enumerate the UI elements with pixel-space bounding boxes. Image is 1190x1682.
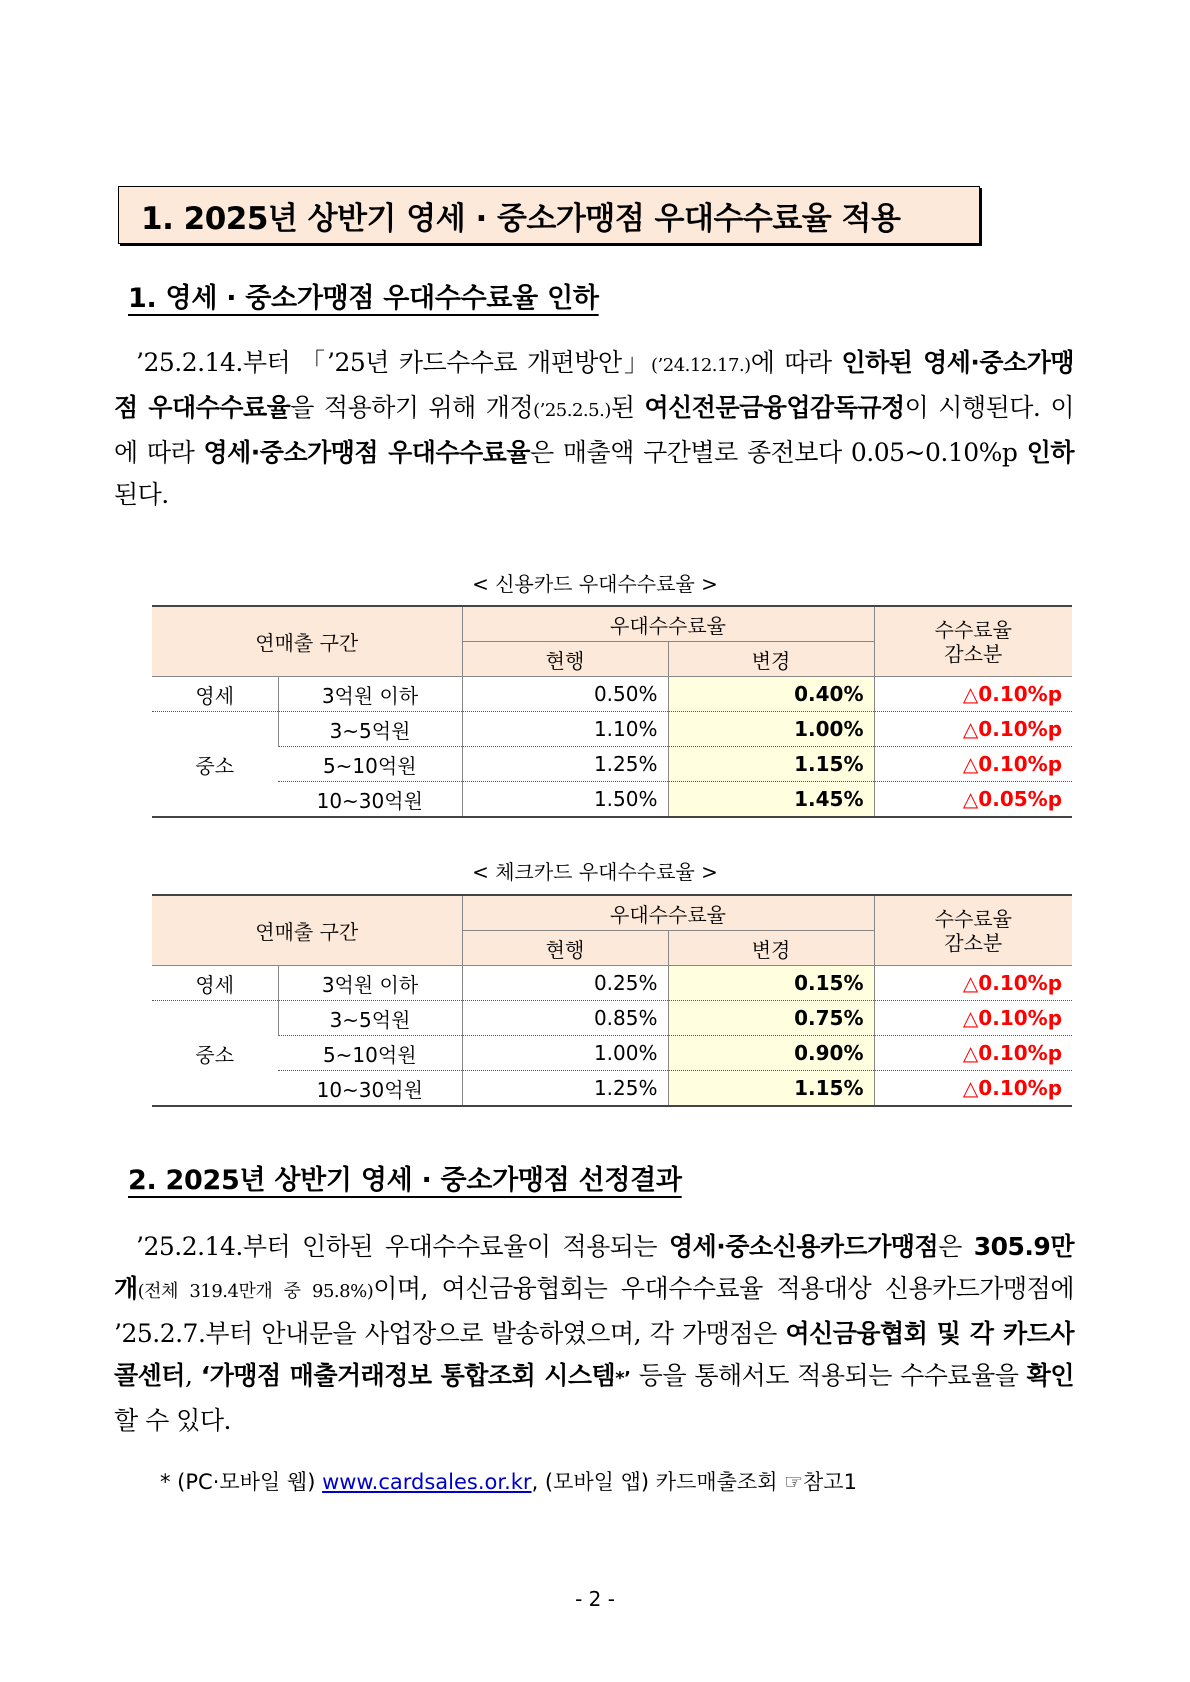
header-reduction: 수수료율 감소분 bbox=[874, 895, 1072, 966]
check-card-rate-table bbox=[152, 894, 1072, 1107]
table-row bbox=[152, 1001, 1072, 1036]
changed-rate-cell: 1.15% bbox=[668, 1071, 874, 1107]
header-sales-range: 연매출 구간 bbox=[152, 895, 462, 966]
header-changed: 변경 bbox=[668, 931, 874, 966]
current-rate-cell: 1.25% bbox=[462, 1071, 668, 1107]
reduction-cell: △0.10%p bbox=[874, 1071, 1072, 1107]
current-rate-cell: 1.10% bbox=[462, 712, 668, 747]
band-cell: 5~10억원 bbox=[278, 1036, 462, 1071]
current-rate-cell: 1.50% bbox=[462, 782, 668, 818]
changed-rate-cell: 1.15% bbox=[668, 747, 874, 782]
table-row bbox=[152, 747, 1072, 782]
band-cell: 3~5억원 bbox=[278, 712, 462, 747]
credit-table-caption: < 신용카드 우대수수료율 > bbox=[472, 572, 718, 596]
header-current: 현행 bbox=[462, 931, 668, 966]
reduction-cell: △0.05%p bbox=[874, 782, 1072, 818]
header-preferential-rate: 우대수수료율 bbox=[462, 606, 874, 642]
changed-rate-cell: 0.40% bbox=[668, 677, 874, 712]
table-row bbox=[152, 1036, 1072, 1071]
current-rate-cell: 1.25% bbox=[462, 747, 668, 782]
group-cell: 영세 bbox=[152, 677, 278, 712]
band-cell: 10~30억원 bbox=[278, 782, 462, 818]
table-row bbox=[152, 1071, 1072, 1107]
reduction-cell: △0.10%p bbox=[874, 747, 1072, 782]
band-cell: 10~30억원 bbox=[278, 1071, 462, 1107]
credit-card-rate-table bbox=[152, 605, 1072, 818]
reduction-cell: △0.10%p bbox=[874, 712, 1072, 747]
current-rate-cell: 0.50% bbox=[462, 677, 668, 712]
band-cell: 3~5억원 bbox=[278, 1001, 462, 1036]
group-cell: 영세 bbox=[152, 966, 278, 1001]
current-rate-cell: 1.00% bbox=[462, 1036, 668, 1071]
reduction-cell: △0.10%p bbox=[874, 1036, 1072, 1071]
band-cell: 5~10억원 bbox=[278, 747, 462, 782]
page-number: - 2 - bbox=[575, 1587, 615, 1611]
changed-rate-cell: 0.75% bbox=[668, 1001, 874, 1036]
header-current: 현행 bbox=[462, 642, 668, 677]
group-cell: 중소 bbox=[152, 712, 278, 818]
reduction-cell: △0.10%p bbox=[874, 677, 1072, 712]
changed-rate-cell: 0.90% bbox=[668, 1036, 874, 1071]
section-title-box bbox=[118, 186, 980, 244]
header-preferential-rate: 우대수수료율 bbox=[462, 895, 874, 931]
paragraph-2: ’25.2.14.부터 인하된 우대수수료율이 적용되는 영세·중소신용카드가맹점은 305.9만개(전체 319.4만개 중 95.8%)이며, 여신금융협회는 우대수수료율 적용대상 신용카드가맹점에 ’25.2.7.부터 안내문을 사업장으로 발송하였으며, 각 가맹점은 여신금융협회 및 각 카드사 콜센터, ‘가맹점 매출거래정보 통합조회 시스템*’ 등을 통해서도 적용되는 수수료율을 확인할 수 있다. bbox=[114, 1232, 1074, 1435]
header-reduction: 수수료율 감소분 bbox=[874, 606, 1072, 677]
group-cell: 중소 bbox=[152, 1001, 278, 1107]
table-row bbox=[152, 966, 1072, 1001]
cardsales-link[interactable]: www.cardsales.or.kr bbox=[322, 1470, 532, 1494]
current-rate-cell: 0.85% bbox=[462, 1001, 668, 1036]
header-changed: 변경 bbox=[668, 642, 874, 677]
paragraph-1: ’25.2.14.부터 「’25년 카드수수료 개편방안」(’24.12.17.)에 따라 인하된 영세·중소가맹점 우대수수료율을 적용하기 위해 개정(’25.2.5.)된 여신전문금융업감독규정이 시행된다. 이에 따라 영세·중소가맹점 우대수수료율은 매출액 구간별로 종전보다 0.05~0.10%p 인하된다. bbox=[114, 348, 1074, 509]
reduction-cell: △0.10%p bbox=[874, 966, 1072, 1001]
table-row bbox=[152, 782, 1072, 818]
table-row bbox=[152, 677, 1072, 712]
check-table-caption: < 체크카드 우대수수료율 > bbox=[472, 860, 718, 884]
header-sales-range: 연매출 구간 bbox=[152, 606, 462, 677]
changed-rate-cell: 1.00% bbox=[668, 712, 874, 747]
section-title: 1. 2025년 상반기 영세 · 중소가맹점 우대수수료율 적용 bbox=[141, 200, 901, 237]
reduction-cell: △0.10%p bbox=[874, 1001, 1072, 1036]
current-rate-cell: 0.25% bbox=[462, 966, 668, 1001]
subsection-heading-1: 1. 영세 · 중소가맹점 우대수수료율 인하 bbox=[128, 283, 599, 314]
band-cell: 3억원 이하 bbox=[278, 677, 462, 712]
footnote: * (PC·모바일 웹) www.cardsales.or.kr, (모바일 앱) 카드매출조회 ☞참고1 bbox=[160, 1470, 857, 1494]
changed-rate-cell: 1.45% bbox=[668, 782, 874, 818]
subsection-heading-2: 2. 2025년 상반기 영세 · 중소가맹점 선정결과 bbox=[128, 1165, 682, 1196]
band-cell: 3억원 이하 bbox=[278, 966, 462, 1001]
table-row bbox=[152, 712, 1072, 747]
changed-rate-cell: 0.15% bbox=[668, 966, 874, 1001]
